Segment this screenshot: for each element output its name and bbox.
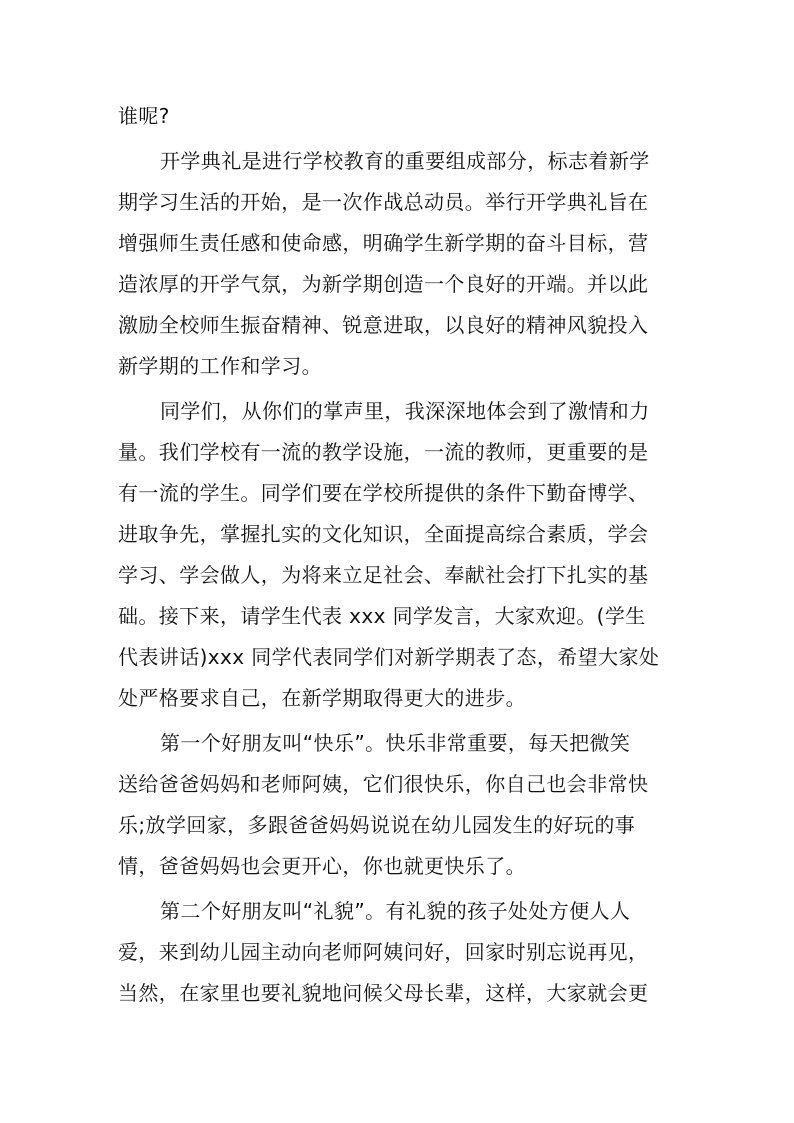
text-line: 新学期的工作和学习。 (118, 354, 322, 378)
text-line: 代表讲话)xxx 同学代表同学们对新学期表了态，希望大家处 (118, 645, 660, 669)
text-line: 学习、学会做人，为将来立足社会、奉献社会打下扎实的基 (118, 563, 649, 587)
paragraph-first-line: 第二个好朋友叫“礼貌”。有礼貌的孩子处处方便人人 (160, 899, 631, 923)
text-line: 爱，来到幼儿园主动向老师阿姨问好，回家时别忘说再见， (118, 940, 649, 964)
text-line: 处严格要求自己，在新学期取得更大的进步。 (118, 686, 526, 710)
text-line: 进取争先，掌握扎实的文化知识，全面提高综合素质，学会 (118, 522, 649, 546)
text-line: 造浓厚的开学气氛，为新学期创造一个良好的开端。并以此 (118, 272, 649, 296)
text-line: 增强师生责任感和使命感，明确学生新学期的奋斗目标，营 (118, 231, 649, 255)
paragraph-first-line: 第一个好朋友叫“快乐”。快乐非常重要，每天把微笑 (160, 731, 631, 755)
text-line: 谁呢? (118, 104, 170, 128)
text-line: 期学习生活的开始，是一次作战总动员。举行开学典礼旨在 (118, 190, 649, 214)
text-line: 量。我们学校有一流的教学设施，一流的教师，更重要的是 (118, 440, 649, 464)
text-line: 乐;放学回家，多跟爸爸妈妈说说在幼儿园发生的好玩的事 (118, 813, 636, 837)
text-line: 送给爸爸妈妈和老师阿姨，它们很快乐，你自己也会非常快 (118, 772, 649, 796)
paragraph-first-line: 开学典礼是进行学校教育的重要组成部分，标志着新学 (160, 149, 650, 173)
paragraph-first-line: 同学们，从你们的掌声里，我深深地体会到了激情和力 (160, 399, 650, 423)
text-line: 有一流的学生。同学们要在学校所提供的条件下勤奋博学、 (118, 481, 649, 505)
text-line: 激励全校师生振奋精神、锐意进取，以良好的精神风貌投入 (118, 313, 649, 337)
text-line: 情，爸爸妈妈也会更开心，你也就更快乐了。 (118, 854, 526, 878)
text-line: 础。接下来，请学生代表 xxx 同学发言，大家欢迎。(学生 (118, 604, 646, 628)
text-line: 当然，在家里也要礼貌地问候父母长辈，这样，大家就会更 (118, 981, 649, 1005)
